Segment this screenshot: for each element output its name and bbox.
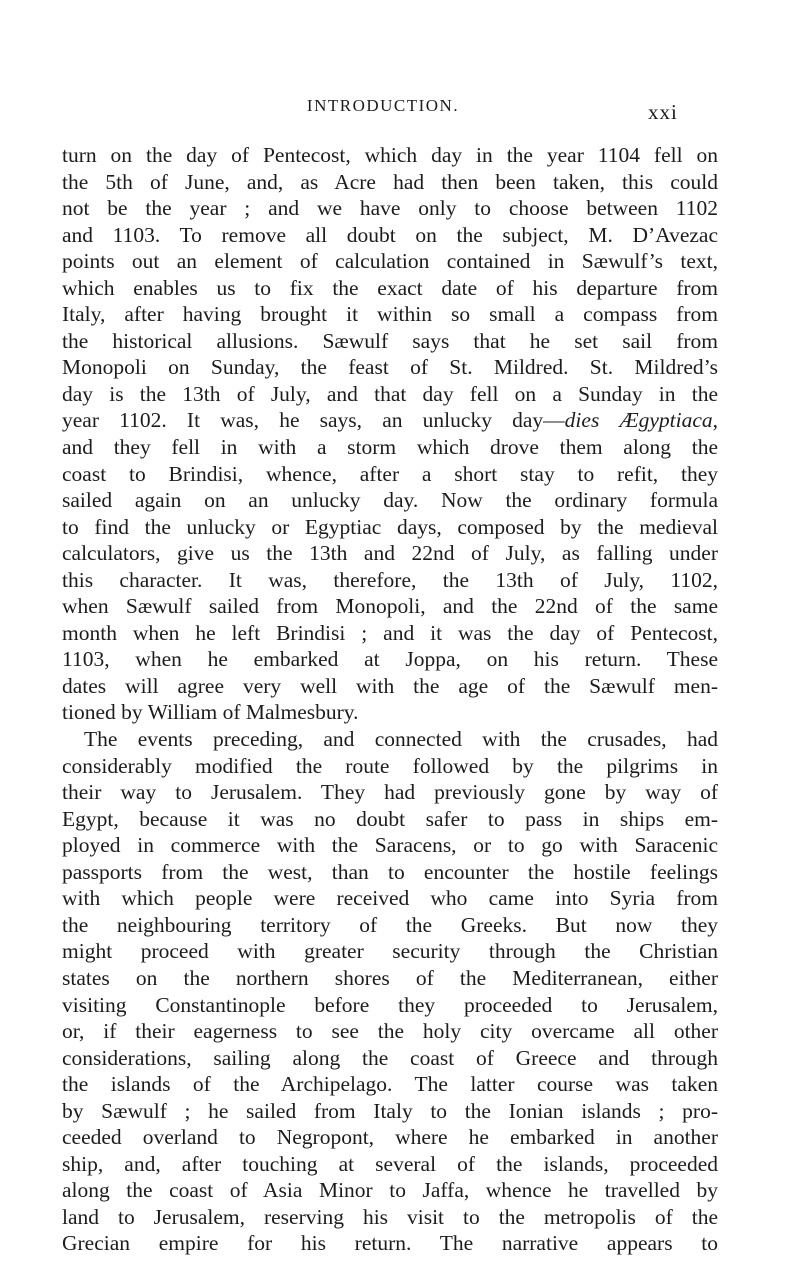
text-line: coast to Brindisi, whence, after a short stay to refit, they xyxy=(62,461,718,486)
text-line: dates will agree very well with the age of the Sæwulf men- xyxy=(62,673,718,698)
text-line: turn on the day of Pentecost, which day in the year 1104 fell on xyxy=(62,143,718,167)
text-line: ployed in commerce with the Saracens, or to go with Saracenic xyxy=(62,833,718,858)
text-line: which enables us to fix the exact date of his departure from xyxy=(62,275,718,300)
text-line: considerations, sailing along the coast of Greece and through xyxy=(62,1045,718,1070)
text-line: Monopoli on Sunday, the feast of St. Mildred. St. Mildred’s xyxy=(62,355,718,380)
text-line: land to Jerusalem, reserving his visit to the metropolis of the xyxy=(62,1204,718,1229)
body-text xyxy=(62,142,718,1257)
running-head: INTRODUCTION. xyxy=(306,96,460,115)
text-line: the 5th of June, and, as Acre had then been taken, this could xyxy=(62,169,718,194)
text-line: their way to Jerusalem. They had previously gone by way of xyxy=(62,780,718,805)
text-line: or, if their eagerness to see the holy city overcame all other xyxy=(62,1019,718,1044)
latin-phrase: dies Ægyptiaca xyxy=(564,408,713,433)
text-line: sailed again on an unlucky day. Now the ordinary formula xyxy=(62,488,718,513)
text-line: year 1102. It was, he says, an unlucky day—dies Ægyptiaca, xyxy=(62,408,718,433)
text-line: by Sæwulf ; he sailed from Italy to the Ionian islands ; pro- xyxy=(62,1098,718,1123)
text-line: the historical allusions. Sæwulf says that he set sail from xyxy=(62,328,718,353)
text-line: with which people were received who came into Syria from xyxy=(62,886,718,911)
text-line: considerably modified the route followed by the pilgrims in xyxy=(62,753,718,778)
text-line: Italy, after having brought it within so small a compass from xyxy=(62,302,718,327)
text-line: Grecian empire for his return. The narrative appears to xyxy=(62,1231,718,1256)
text-line: the neighbouring territory of the Greeks. But now they xyxy=(62,912,718,937)
text-line: when Sæwulf sailed from Monopoli, and the 22nd of the same xyxy=(62,594,718,619)
text-line: and 1103. To remove all doubt on the subject, M. D’Avezac xyxy=(62,222,718,247)
text-line: not be the year ; and we have only to choose between 1102 xyxy=(62,196,718,221)
text-line: passports from the west, than to encounter the hostile feelings xyxy=(62,859,718,884)
text-line: to find the unlucky or Egyptiac days, composed by the medieval xyxy=(62,514,718,539)
text-line: ship, and, after touching at several of the islands, proceeded xyxy=(62,1151,718,1176)
text-line: day is the 13th of July, and that day fell on a Sunday in the xyxy=(62,381,718,406)
text-line: 1103, when he embarked at Joppa, on his return. These xyxy=(62,647,718,672)
page-number: xxi xyxy=(648,100,678,124)
paragraph xyxy=(62,726,718,1257)
text-line: visiting Constantinople before they proceeded to Jerusalem, xyxy=(62,992,718,1017)
text-line: this character. It was, therefore, the 13th of July, 1102, xyxy=(62,567,718,592)
text-line: month when he left Brindisi ; and it was the day of Pentecost, xyxy=(62,620,718,645)
text-line: states on the northern shores of the Mediterranean, either xyxy=(62,965,718,990)
text-line: the islands of the Archipelago. The latter course was taken xyxy=(62,1072,718,1097)
text-line: and they fell in with a storm which drove them along the xyxy=(62,435,718,460)
text-line: tioned by William of Malmesbury. xyxy=(62,700,359,725)
text-line: along the coast of Asia Minor to Jaffa, whence he travelled by xyxy=(62,1178,718,1203)
text-line: Egypt, because it was no doubt safer to pass in ships em- xyxy=(62,806,718,831)
paragraph xyxy=(62,142,718,726)
text-line: calculators, give us the 13th and 22nd of July, as falling under xyxy=(62,541,718,566)
text-line: The events preceding, and connected with the crusades, had xyxy=(84,727,718,752)
text-line: points out an element of calculation contained in Sæwulf’s text, xyxy=(62,249,718,274)
text-line: ceeded overland to Negropont, where he embarked in another xyxy=(62,1125,718,1150)
text-line: might proceed with greater security through the Christian xyxy=(62,939,718,964)
